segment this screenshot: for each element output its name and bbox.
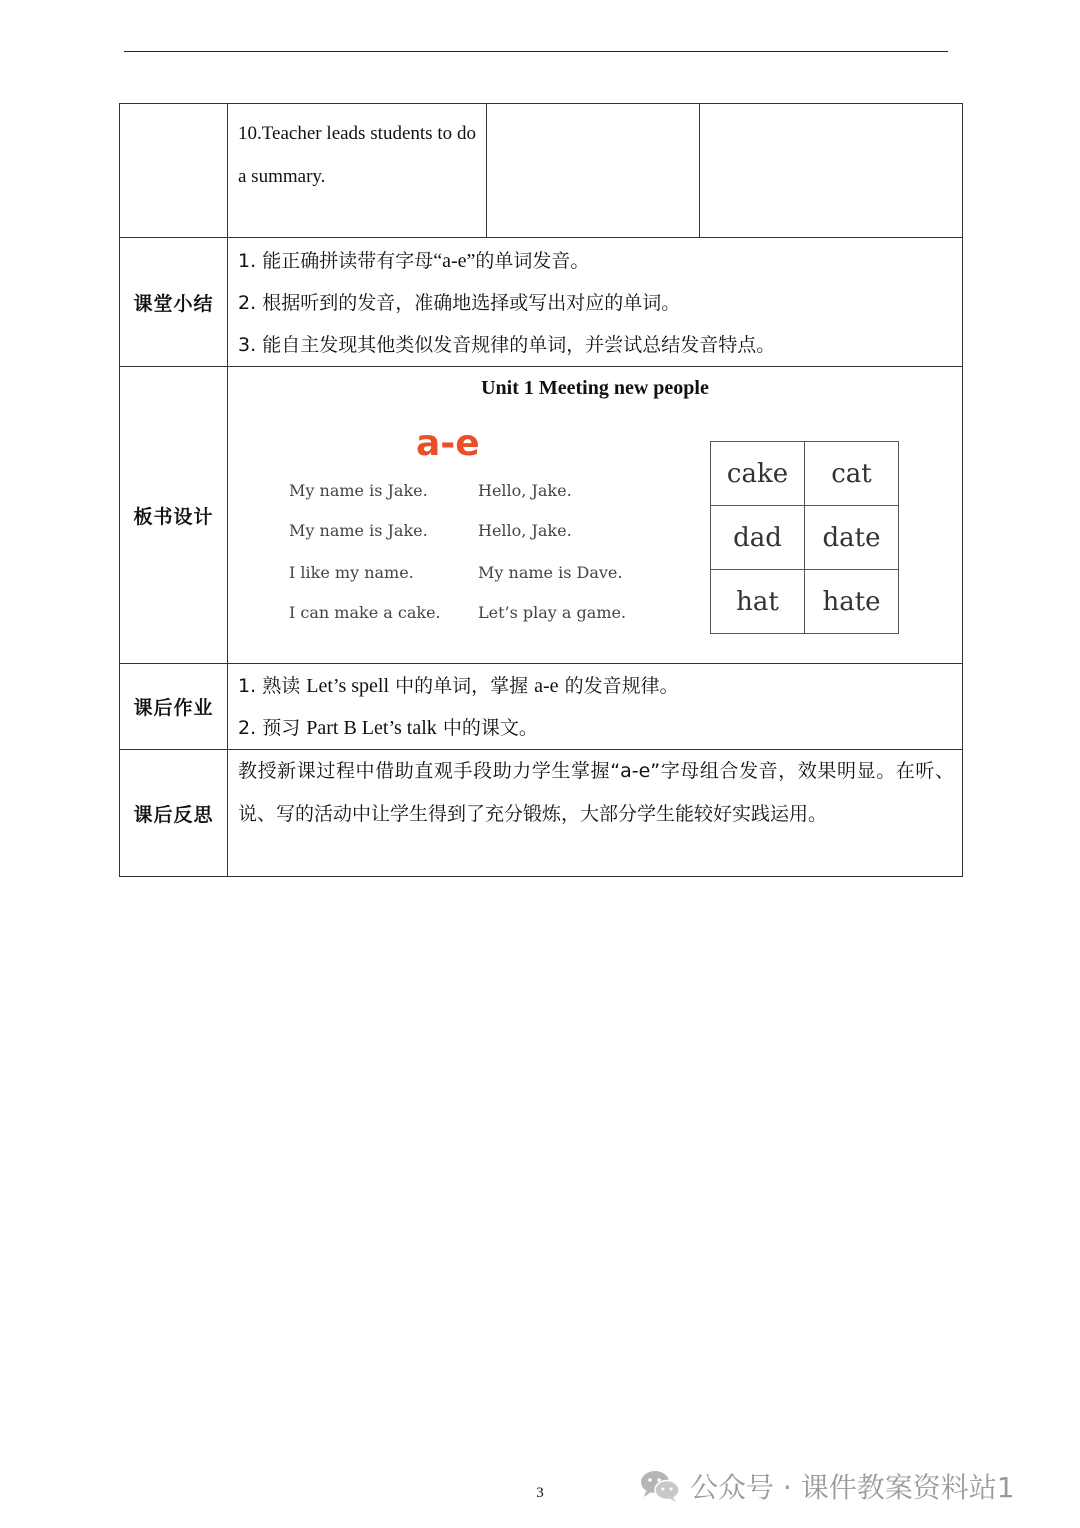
lesson-plan-table — [119, 103, 963, 877]
word-cell: cake — [711, 442, 805, 506]
step-cell — [228, 104, 487, 238]
word-cell: hate — [805, 570, 899, 634]
word-cell: date — [805, 506, 899, 570]
word-cell: cat — [805, 442, 899, 506]
watermark — [640, 1466, 1015, 1506]
watermark-text: 公众号 · 课件教案资料站1 — [690, 1471, 1015, 1504]
wechat-icon — [640, 1469, 680, 1503]
sentence-left: I can make a cake. — [289, 603, 441, 622]
table-row — [120, 664, 963, 750]
word-grid — [710, 441, 899, 634]
table-row — [120, 750, 963, 877]
sentence-right: My name is Dave. — [478, 563, 623, 582]
sentence-right: Hello, Jake. — [478, 521, 572, 540]
header-rule — [124, 51, 948, 52]
table-row — [120, 104, 963, 238]
board-design — [228, 367, 963, 664]
board-label: 板书设计 — [120, 367, 228, 664]
summary-item: 1. 能正确拼读带有字母“a-e”的单词发音。 — [238, 250, 590, 272]
reflection-label: 课后反思 — [120, 750, 228, 877]
summary-content — [228, 238, 963, 367]
step-text: 10.Teacher leads students to do a summary. — [238, 123, 476, 187]
empty-cell — [487, 104, 700, 238]
table-row — [120, 238, 963, 367]
summary-item: 2. 根据听到的发音，准确地选择或写出对应的单词。 — [238, 292, 681, 314]
homework-label: 课后作业 — [120, 664, 228, 750]
sentence-right: Let’s play a game. — [478, 603, 627, 622]
word-cell: dad — [711, 506, 805, 570]
empty-label-cell — [120, 104, 228, 238]
homework-content — [228, 664, 963, 750]
sentence-left: I like my name. — [289, 563, 414, 582]
board-title: Unit 1 Meeting new people — [481, 377, 709, 399]
summary-label: 课堂小结 — [120, 238, 228, 367]
reflection-text: 教授新课过程中借助直观手段助力学生掌握“a-e”字母组合发音，效果明显。在听、说、写的活动中让学生得到了充分锻炼，大部分学生能较好实践运用。 — [238, 760, 954, 825]
word-cell: hat — [711, 570, 805, 634]
page-number: 3 — [536, 1485, 544, 1501]
sentence-right: Hello, Jake. — [478, 481, 572, 500]
summary-item: 3. 能自主发现其他类似发音规律的单词，并尝试总结发音特点。 — [238, 334, 776, 356]
reflection-content — [228, 750, 963, 877]
homework-item: 1. 熟读 Let’s spell 中的单词，掌握 a-e 的发音规律。 — [238, 675, 679, 697]
sentence-left: My name is Jake. — [289, 521, 428, 540]
empty-cell — [700, 104, 963, 238]
sentence-left: My name is Jake. — [289, 481, 428, 500]
table-row — [120, 367, 963, 664]
homework-item: 2. 预习 Part B Let’s talk 中的课文。 — [238, 717, 538, 739]
pattern-heading: a-e — [416, 423, 480, 464]
